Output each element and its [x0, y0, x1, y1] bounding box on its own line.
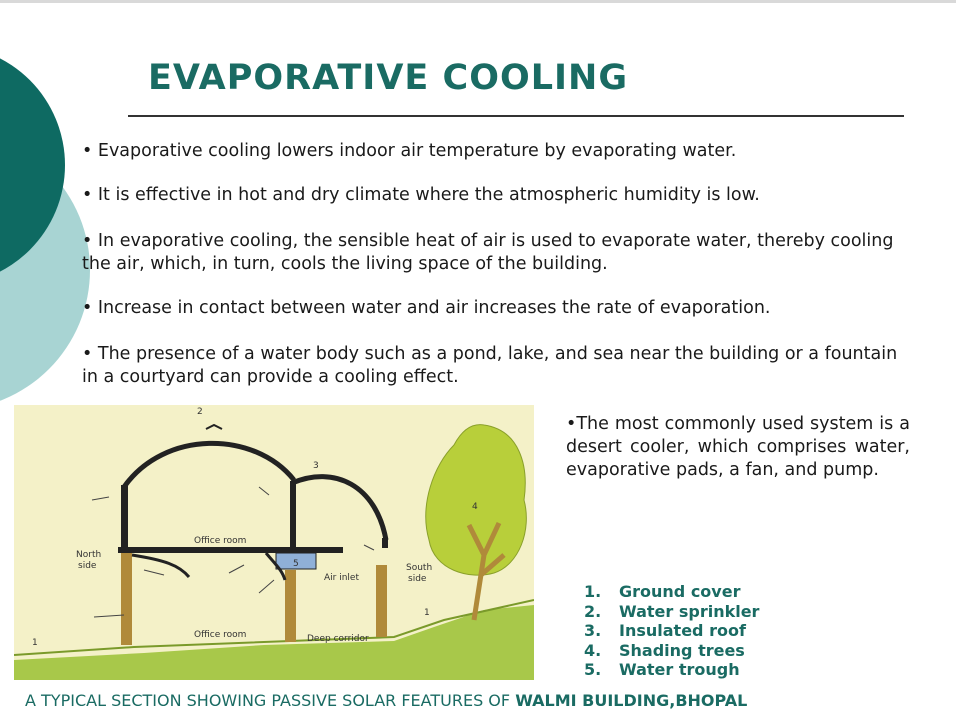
legend-label: Water sprinkler	[619, 601, 760, 621]
label-4: 4	[472, 502, 478, 512]
label-air-inlet: Air inlet	[324, 573, 359, 583]
label-office-room-upper: Office room	[194, 536, 247, 546]
bullet-3: • In evaporative cooling, the sensible heat of air is used to evaporate water, thereby cooling the air, which, in turn, cools the living space of the building.	[82, 231, 894, 274]
label-1-left: 1	[32, 638, 38, 648]
north-wall-upper	[121, 485, 128, 549]
label-office-room-lower: Office room	[194, 630, 247, 640]
legend-number: 4.	[584, 640, 602, 660]
figure-legend	[584, 582, 759, 680]
legend-number: 3.	[584, 621, 602, 640]
bullet-5: • The presence of a water body such as a pond, lake, and sea near the building or a fountain in a courtyard can provide a cooling effect.	[82, 344, 898, 387]
middle-wall	[290, 481, 296, 547]
legend-label: Insulated roof	[619, 621, 746, 640]
desert-cooler-text: •The most commonly used system is a desert cooler, which comprises water, evaporative pads, a fan, and pump.	[566, 414, 910, 480]
legend-item	[584, 621, 759, 641]
south-wall-upper	[382, 538, 388, 548]
building-section-figure	[14, 405, 534, 680]
legend-item	[584, 582, 759, 602]
caption-building-name: WALMI BUILDING,BHOPAL	[515, 691, 748, 710]
legend-number: 2.	[584, 601, 602, 621]
label-south-2: side	[408, 574, 427, 584]
legend-label: Ground cover	[619, 582, 741, 601]
bullet-1: • Evaporative cooling lowers indoor air temperature by evaporating water.	[82, 141, 737, 161]
top-border	[0, 0, 956, 3]
figure-caption	[25, 691, 747, 710]
label-north-2: side	[78, 561, 97, 571]
slide-title: EVAPORATIVE COOLING	[148, 58, 629, 98]
caption-text: A TYPICAL SECTION SHOWING PASSIVE SOLAR FEATURES OF	[25, 691, 516, 710]
legend-label: Water trough	[619, 660, 740, 679]
label-5: 5	[293, 559, 299, 569]
legend-number: 1.	[584, 582, 602, 601]
bullet-2: • It is effective in hot and dry climate where the atmospheric humidity is low.	[82, 185, 760, 205]
label-3: 3	[313, 461, 319, 471]
column-south	[376, 565, 387, 637]
legend-label: Shading trees	[619, 640, 745, 660]
bullet-4: • Increase in contact between water and air increases the rate of evaporation.	[82, 298, 771, 318]
title-underline	[128, 115, 904, 117]
column-north	[121, 553, 132, 645]
legend-item	[584, 602, 759, 622]
label-2: 2	[197, 407, 203, 417]
legend-item	[584, 641, 759, 661]
first-floor-slab	[118, 547, 343, 553]
label-north-1: North	[76, 550, 102, 560]
label-south-1: South	[406, 563, 433, 573]
legend-number: 5.	[584, 660, 602, 679]
label-deep-corridor: Deep corridor	[307, 634, 369, 644]
column-middle	[285, 570, 296, 642]
legend-item	[584, 660, 759, 680]
label-1-right: 1	[424, 608, 430, 618]
